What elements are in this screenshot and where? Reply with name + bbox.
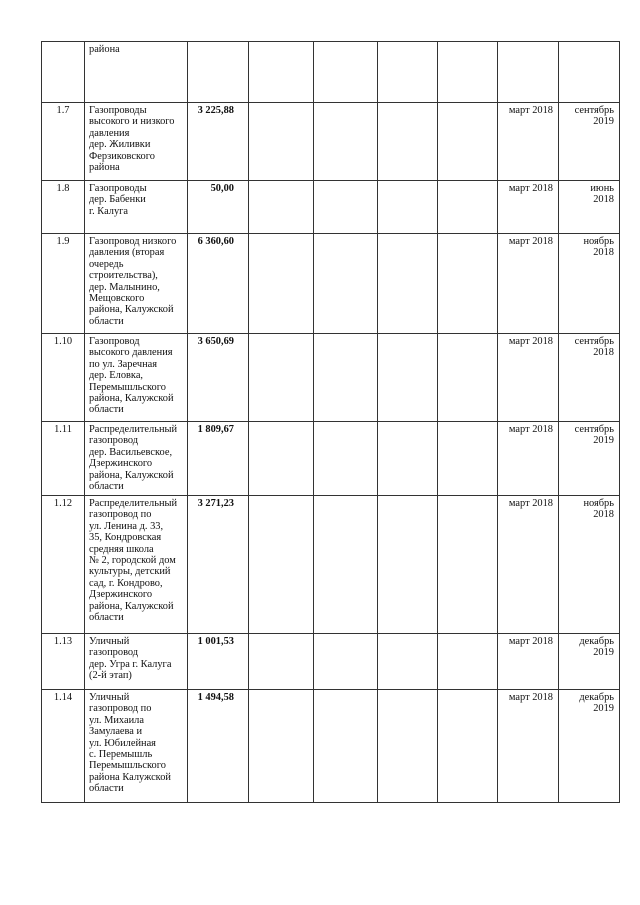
object-name-cell: Газопровод низкого давления (вторая очередь строительства), дер. Малынино, Мещовского района, Калужской области	[85, 234, 188, 334]
table-row	[42, 42, 620, 103]
start-date-cell: март 2018	[498, 181, 559, 234]
empty-cell	[249, 181, 314, 234]
object-name-cell: Уличный газопровод по ул. Михаила Замулаева и ул. Юбилейная с. Перемышль Перемышльского района Калужской области	[85, 690, 188, 803]
object-name-cell: Распределительный газопровод дер. Васильевское, Дзержинского района, Калужской области	[85, 422, 188, 496]
start-date-cell: март 2018	[498, 422, 559, 496]
end-date-cell: ноябрь 2018	[559, 496, 620, 634]
empty-cell	[438, 422, 498, 496]
empty-cell	[378, 496, 438, 634]
amount-cell: 1 001,53	[188, 634, 249, 690]
row-number-cell	[42, 42, 85, 103]
table-row	[42, 634, 620, 690]
end-date-cell: сентябрь 2019	[559, 103, 620, 181]
row-number-cell: 1.9	[42, 234, 85, 334]
empty-cell	[314, 496, 378, 634]
start-date-cell	[498, 42, 559, 103]
empty-cell	[438, 690, 498, 803]
end-date-cell	[559, 42, 620, 103]
empty-cell	[378, 422, 438, 496]
end-date-cell: ноябрь 2018	[559, 234, 620, 334]
empty-cell	[378, 634, 438, 690]
empty-cell	[314, 181, 378, 234]
start-date-cell: март 2018	[498, 690, 559, 803]
empty-cell	[378, 42, 438, 103]
row-number-cell: 1.8	[42, 181, 85, 234]
amount-cell: 50,00	[188, 181, 249, 234]
empty-cell	[249, 634, 314, 690]
amount-cell: 3 225,88	[188, 103, 249, 181]
end-date-cell: декабрь 2019	[559, 690, 620, 803]
table-row	[42, 234, 620, 334]
empty-cell	[249, 42, 314, 103]
row-number-cell: 1.7	[42, 103, 85, 181]
empty-cell	[314, 234, 378, 334]
start-date-cell: март 2018	[498, 234, 559, 334]
end-date-cell: сентябрь 2019	[559, 422, 620, 496]
empty-cell	[249, 234, 314, 334]
row-number-cell: 1.10	[42, 334, 85, 422]
object-name-cell: Газопроводы дер. Бабенки г. Калуга	[85, 181, 188, 234]
start-date-cell: март 2018	[498, 103, 559, 181]
empty-cell	[249, 422, 314, 496]
empty-cell	[438, 181, 498, 234]
empty-cell	[314, 422, 378, 496]
table-row	[42, 422, 620, 496]
table-row	[42, 334, 620, 422]
amount-cell: 6 360,60	[188, 234, 249, 334]
amount-cell: 3 650,69	[188, 334, 249, 422]
object-name-cell: Распределительный газопровод по ул. Ленина д. 33, 35, Кондровская средняя школа № 2, городской дом культуры, детский сад, г. Кондрово, Дзержинского района, Калужской области	[85, 496, 188, 634]
table-row	[42, 181, 620, 234]
empty-cell	[314, 103, 378, 181]
object-schedule-table	[41, 41, 620, 803]
empty-cell	[314, 634, 378, 690]
amount-cell: 1 809,67	[188, 422, 249, 496]
empty-cell	[249, 496, 314, 634]
empty-cell	[249, 103, 314, 181]
amount-cell	[188, 42, 249, 103]
object-name-cell: Газопроводы высокого и низкого давления дер. Жиливки Ферзиковского района	[85, 103, 188, 181]
object-name-cell: района	[85, 42, 188, 103]
empty-cell	[438, 42, 498, 103]
empty-cell	[438, 103, 498, 181]
empty-cell	[314, 42, 378, 103]
empty-cell	[438, 634, 498, 690]
object-name-cell: Уличный газопровод дер. Угра г. Калуга (2-й этап)	[85, 634, 188, 690]
table-row	[42, 103, 620, 181]
empty-cell	[314, 690, 378, 803]
row-number-cell: 1.11	[42, 422, 85, 496]
table-row	[42, 690, 620, 803]
empty-cell	[378, 181, 438, 234]
empty-cell	[438, 496, 498, 634]
table-row	[42, 496, 620, 634]
amount-cell: 1 494,58	[188, 690, 249, 803]
end-date-cell: сентябрь 2018	[559, 334, 620, 422]
empty-cell	[438, 334, 498, 422]
end-date-cell: декабрь 2019	[559, 634, 620, 690]
start-date-cell: март 2018	[498, 334, 559, 422]
end-date-cell: июнь 2018	[559, 181, 620, 234]
start-date-cell: март 2018	[498, 496, 559, 634]
empty-cell	[378, 103, 438, 181]
empty-cell	[249, 334, 314, 422]
empty-cell	[314, 334, 378, 422]
start-date-cell: март 2018	[498, 634, 559, 690]
empty-cell	[378, 234, 438, 334]
object-name-cell: Газопровод высокого давления по ул. Заречная дер. Еловка, Перемышльского района, Калужской области	[85, 334, 188, 422]
empty-cell	[249, 690, 314, 803]
row-number-cell: 1.13	[42, 634, 85, 690]
row-number-cell: 1.14	[42, 690, 85, 803]
row-number-cell: 1.12	[42, 496, 85, 634]
table-body	[42, 42, 620, 803]
empty-cell	[378, 334, 438, 422]
empty-cell	[378, 690, 438, 803]
empty-cell	[438, 234, 498, 334]
amount-cell: 3 271,23	[188, 496, 249, 634]
